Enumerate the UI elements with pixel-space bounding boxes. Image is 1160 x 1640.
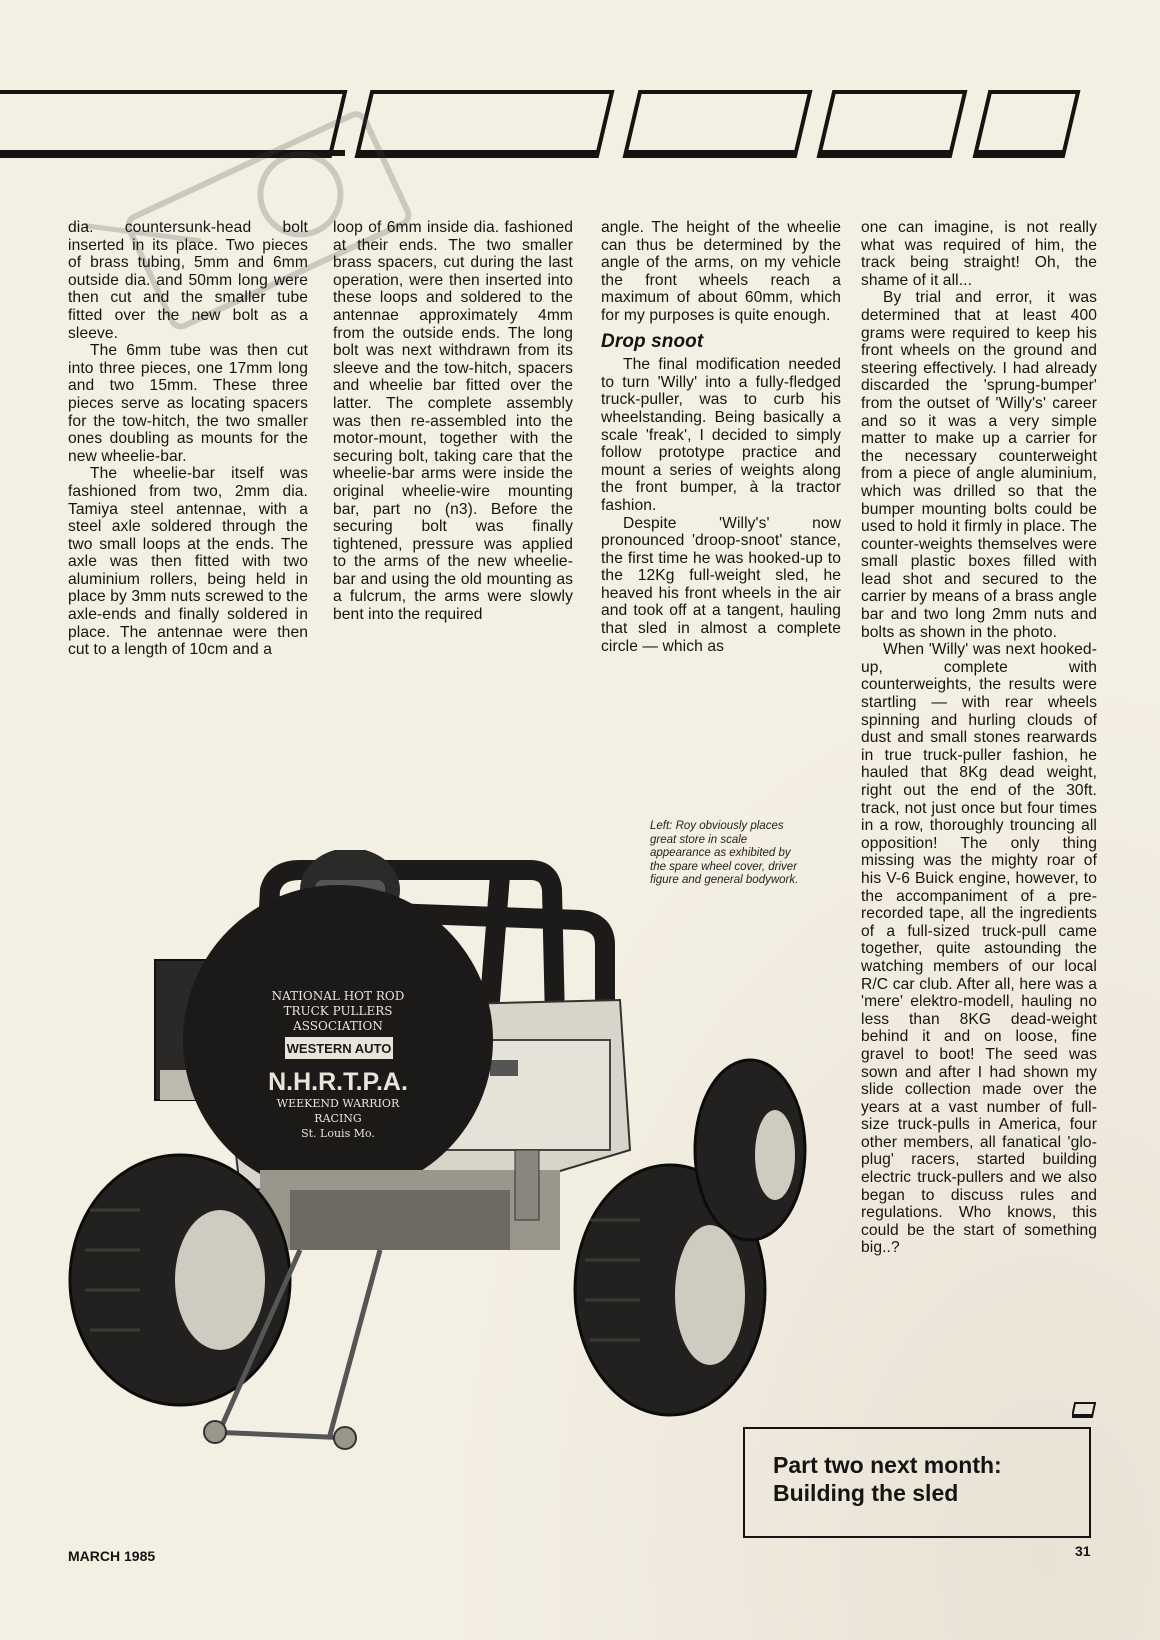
paragraph: dia. countersunk-head bolt inserted in its place. Two pieces of brass tubing, 5mm and 6mm outside dia. and 50mm long were then cut and the smaller tube fitted over the new bolt as a sleeve. <box>68 219 308 342</box>
cover-text: NATIONAL HOT ROD <box>271 989 405 1003</box>
paragraph: loop of 6mm inside dia. fashioned at their ends. The two smaller brass spacers, cut during the last operation, were then inserted into these loops and soldered to the antennae approximately 4mm from the outside ends. The long bolt was next withdrawn from its sleeve and the tow-hitch, spacers and wheelie bar fitted over the latter. The complete assembly was then re-assembled into the motor-mount, together with the securing bolt, taking care that the wheelie-bar arms were inside the original wheelie-wire mounting bar, part no (n3). Before the securing bolt was finally tightened, pressure was applied to the arms of the new wheelie-bar and using the old mounting as a fulcrum, the arms were slowly bent into the required <box>333 219 573 624</box>
cover-badge-text: WESTERN AUTO <box>286 1041 392 1056</box>
next-month-line: Building the sled <box>773 1480 959 1506</box>
banner-box <box>975 92 1078 156</box>
photo-caption: Left: Roy obviously places great store in scale appearance as exhibited by the spare wheel cover, driver figure and general bodywork. <box>650 820 799 886</box>
paragraph: The 6mm tube was then cut into three pieces, one 17mm long and two 15mm. These three pieces serve as locating spacers for the tow-hitch, the two smaller ones doubling as mounts for the new wheelie-bar. <box>68 342 308 465</box>
paragraph: angle. The height of the wheelie can thus be determined by the angle of the arms, on my vehicle the front wheels reach a maximum of about 60mm, which for my purposes is quite enough. <box>601 219 841 324</box>
paragraph: By trial and error, it was determined that at least 400 grams were required to keep his front wheels on the ground and steering effectively. I had already discarded the 'sprung-bumper' from the outset of 'Willy's' career and so it was a very simple matter to make up a carrier for the necessary counterweight from a piece of angle aluminium, which was drilled so that the bumper mounting bolts could be used to hold it firmly in place. The counter-weights themselves were small plastic boxes filled with lead shot and secured to the carrier by means of a brass angle bar and two long 2mm nuts and bolts as shown in the photo. <box>861 289 1097 641</box>
article-column-3 <box>601 219 841 655</box>
article-column-1 <box>68 219 308 659</box>
paragraph: The final modification needed to turn 'Willy' into a fully-fledged truck-puller, was to curb his wheelstanding. Being basically a scale 'freak', I decided to simply follow prototype practice and mount a series of weights along the front bumper, à la tractor fashion. <box>601 356 841 514</box>
cover-text: TRUCK PULLERS <box>283 1004 393 1018</box>
paragraph: Despite 'Willy's' now pronounced 'droop-snoot' stance, the first time he was hooked-up to the 12Kg full-weight sled, he heaved his front wheels in the air and took off at a tangent, hauling that sled in almost a complete circle — which as <box>601 514 841 655</box>
banner-box <box>819 92 965 156</box>
paragraph: one can imagine, is not really what was required of him, the track being straight! Oh, the shame of it all... <box>861 219 1097 289</box>
banner-box <box>625 92 810 156</box>
cover-text: St. Louis Mo. <box>301 1127 375 1140</box>
section-heading: Drop snoot <box>601 330 704 352</box>
paragraph: When 'Willy' was next hooked-up, complete with counterweights, the results were startling — with rear wheels spinning and hurling clouds of dust and small stones rearwards in true truck-puller fashion, he hauled that 8Kg dead weight, right out the end of the 30ft. track, not just once but four times in a row, thoroughly trouncing all opposition! The only thing missing was the mighty roar of his V-6 Buick engine, however, to the accompaniment of a pre-recorded tape, all the ingredients of a full-sized truck-pull came together, quite astounding the watching members of our local R/C car club. After all, here was a 'mere' elektro-modell, hauling no less than 8KG dead-weight behind it and on loose, fine gravel to boot! The seed was sown and after I had shown my slide collection made over the years at a vast number of full-size truck-pulls in America, four other members, all fanatical 'glo-plug' racers, started building electric truck-pullers and we also began to discuss rules and regulations. Who knows, this could be the start of something big..? <box>861 641 1097 1257</box>
page-number: 31 <box>1075 1543 1091 1559</box>
cover-text: ASSOCIATION <box>293 1019 383 1033</box>
next-month-box <box>743 1427 1091 1538</box>
article-column-4 <box>861 219 1097 1257</box>
end-mark-icon <box>1072 1402 1096 1418</box>
cover-text: RACING <box>314 1112 362 1125</box>
issue-date: MARCH 1985 <box>68 1548 156 1564</box>
next-month-line: Part two next month: <box>773 1452 1002 1478</box>
cover-text: WEEKEND WARRIOR <box>276 1097 400 1110</box>
paragraph: The wheelie-bar itself was fashioned from two, 2mm dia. Tamiya steel antennae, with a steel axle soldered through the two small loops at the ends. The axle was then fitted with two aluminium rollers, being held in place by 3mm nuts screwed to the axle-ends and finally soldered in place. The antennae were then cut to a length of 10cm and a <box>68 465 308 659</box>
cover-title: N.H.R.T.P.A. <box>268 1068 408 1096</box>
article-column-2 <box>333 219 573 624</box>
truck-photo <box>60 850 840 1500</box>
